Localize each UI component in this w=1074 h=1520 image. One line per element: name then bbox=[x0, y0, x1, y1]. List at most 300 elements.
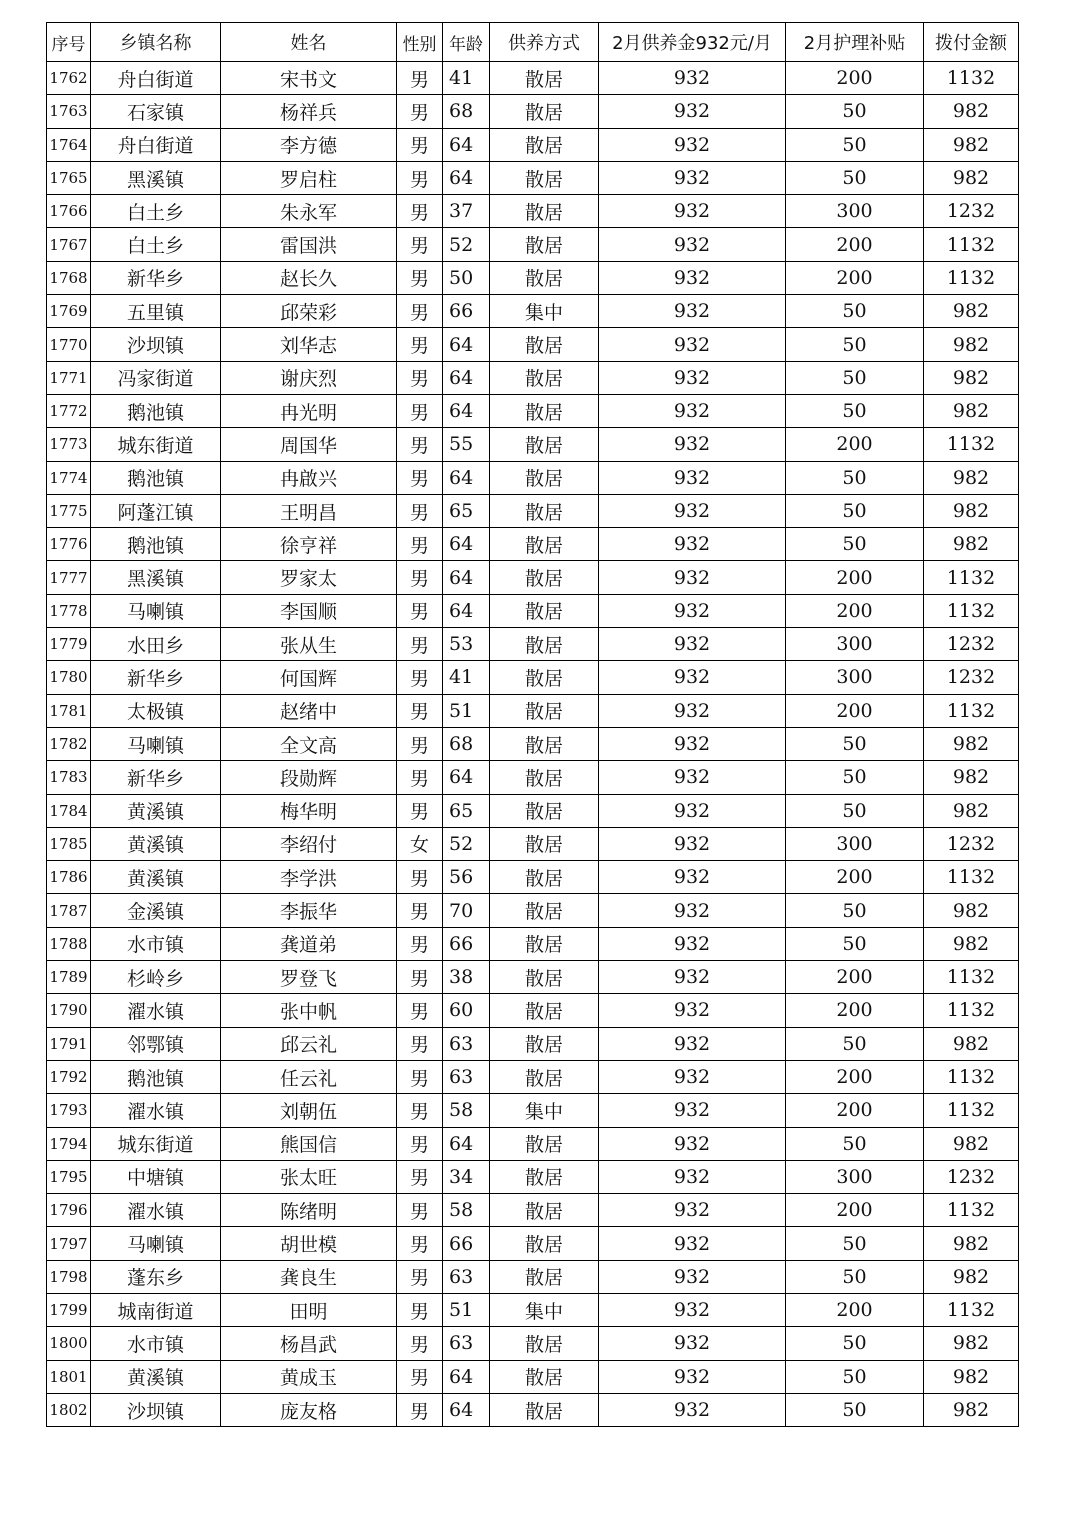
township-cell: 马喇镇 bbox=[91, 1227, 221, 1260]
township-cell: 中塘镇 bbox=[91, 1160, 221, 1193]
township-cell: 太极镇 bbox=[91, 694, 221, 727]
township-cell: 白土乡 bbox=[91, 228, 221, 261]
table-row bbox=[47, 628, 1019, 661]
township-cell: 濯水镇 bbox=[91, 1194, 221, 1227]
table-row bbox=[47, 661, 1019, 694]
township-cell: 黄溪镇 bbox=[91, 794, 221, 827]
total-payment-cell: 1132 bbox=[924, 1293, 1019, 1326]
name-cell: 任云礼 bbox=[221, 1060, 397, 1093]
care-subsidy-cell: 50 bbox=[786, 1360, 924, 1393]
support-amount-cell: 932 bbox=[599, 661, 786, 694]
name-cell: 刘华志 bbox=[221, 328, 397, 361]
table-row bbox=[47, 1360, 1019, 1393]
table-row bbox=[47, 228, 1019, 261]
support-type-cell: 散居 bbox=[490, 661, 599, 694]
support-type-cell: 散居 bbox=[490, 494, 599, 527]
total-payment-cell: 982 bbox=[924, 161, 1019, 194]
name-cell: 杨祥兵 bbox=[221, 95, 397, 128]
support-type-cell: 散居 bbox=[490, 62, 599, 95]
name-cell: 龚良生 bbox=[221, 1260, 397, 1293]
total-payment-cell: 982 bbox=[924, 727, 1019, 760]
support-amount-cell: 932 bbox=[599, 861, 786, 894]
care-subsidy-cell: 200 bbox=[786, 261, 924, 294]
gender-cell: 男 bbox=[397, 361, 443, 394]
age-cell: 63 bbox=[443, 1027, 490, 1060]
age-cell: 66 bbox=[443, 1227, 490, 1260]
gender-cell: 男 bbox=[397, 228, 443, 261]
township-cell: 沙坝镇 bbox=[91, 328, 221, 361]
serial-cell: 1786 bbox=[47, 861, 91, 894]
table-row bbox=[47, 494, 1019, 527]
serial-cell: 1771 bbox=[47, 361, 91, 394]
support-amount-cell: 932 bbox=[599, 461, 786, 494]
care-subsidy-cell: 300 bbox=[786, 1160, 924, 1193]
total-payment-cell: 982 bbox=[924, 361, 1019, 394]
serial-cell: 1768 bbox=[47, 261, 91, 294]
age-cell: 60 bbox=[443, 994, 490, 1027]
township-cell: 城南街道 bbox=[91, 1293, 221, 1326]
table-row bbox=[47, 861, 1019, 894]
name-cell: 罗登飞 bbox=[221, 961, 397, 994]
table-row bbox=[47, 594, 1019, 627]
township-cell: 城东街道 bbox=[91, 428, 221, 461]
serial-cell: 1785 bbox=[47, 827, 91, 860]
table-row bbox=[47, 1327, 1019, 1360]
support-type-cell: 散居 bbox=[490, 794, 599, 827]
total-payment-cell: 1132 bbox=[924, 561, 1019, 594]
serial-cell: 1774 bbox=[47, 461, 91, 494]
care-subsidy-cell: 50 bbox=[786, 1260, 924, 1293]
care-subsidy-cell: 300 bbox=[786, 827, 924, 860]
support-amount-cell: 932 bbox=[599, 1127, 786, 1160]
gender-cell: 男 bbox=[397, 1194, 443, 1227]
support-type-cell: 散居 bbox=[490, 628, 599, 661]
support-type-cell: 散居 bbox=[490, 861, 599, 894]
name-cell: 冉啟兴 bbox=[221, 461, 397, 494]
support-amount-cell: 932 bbox=[599, 727, 786, 760]
age-cell: 52 bbox=[443, 827, 490, 860]
gender-cell: 男 bbox=[397, 494, 443, 527]
support-type-cell: 散居 bbox=[490, 228, 599, 261]
township-cell: 石家镇 bbox=[91, 95, 221, 128]
support-amount-cell: 932 bbox=[599, 95, 786, 128]
age-cell: 68 bbox=[443, 727, 490, 760]
total-payment-cell: 982 bbox=[924, 494, 1019, 527]
table-row bbox=[47, 1194, 1019, 1227]
header-name: 姓名 bbox=[221, 23, 397, 62]
gender-cell: 男 bbox=[397, 261, 443, 294]
table-row bbox=[47, 1293, 1019, 1326]
name-cell: 张中帆 bbox=[221, 994, 397, 1027]
age-cell: 63 bbox=[443, 1060, 490, 1093]
gender-cell: 男 bbox=[397, 295, 443, 328]
name-cell: 熊国信 bbox=[221, 1127, 397, 1160]
gender-cell: 男 bbox=[397, 561, 443, 594]
gender-cell: 男 bbox=[397, 195, 443, 228]
support-type-cell: 散居 bbox=[490, 528, 599, 561]
table-row bbox=[47, 428, 1019, 461]
age-cell: 52 bbox=[443, 228, 490, 261]
support-type-cell: 散居 bbox=[490, 927, 599, 960]
support-amount-cell: 932 bbox=[599, 1027, 786, 1060]
care-subsidy-cell: 200 bbox=[786, 1060, 924, 1093]
support-type-cell: 散居 bbox=[490, 261, 599, 294]
table-row bbox=[47, 827, 1019, 860]
support-type-cell: 散居 bbox=[490, 394, 599, 427]
care-subsidy-cell: 50 bbox=[786, 727, 924, 760]
township-cell: 水市镇 bbox=[91, 927, 221, 960]
age-cell: 65 bbox=[443, 494, 490, 527]
name-cell: 宋书文 bbox=[221, 62, 397, 95]
gender-cell: 男 bbox=[397, 1060, 443, 1093]
name-cell: 庞友格 bbox=[221, 1393, 397, 1426]
township-cell: 鹅池镇 bbox=[91, 394, 221, 427]
care-subsidy-cell: 200 bbox=[786, 62, 924, 95]
support-amount-cell: 932 bbox=[599, 561, 786, 594]
township-cell: 水田乡 bbox=[91, 628, 221, 661]
care-subsidy-cell: 200 bbox=[786, 228, 924, 261]
care-subsidy-cell: 50 bbox=[786, 1027, 924, 1060]
township-cell: 新华乡 bbox=[91, 261, 221, 294]
name-cell: 赵绪中 bbox=[221, 694, 397, 727]
serial-cell: 1788 bbox=[47, 927, 91, 960]
name-cell: 邱荣彩 bbox=[221, 295, 397, 328]
name-cell: 张太旺 bbox=[221, 1160, 397, 1193]
care-subsidy-cell: 200 bbox=[786, 561, 924, 594]
support-type-cell: 散居 bbox=[490, 561, 599, 594]
township-cell: 舟白街道 bbox=[91, 128, 221, 161]
age-cell: 66 bbox=[443, 927, 490, 960]
support-amount-cell: 932 bbox=[599, 62, 786, 95]
township-cell: 马喇镇 bbox=[91, 594, 221, 627]
support-amount-cell: 932 bbox=[599, 1194, 786, 1227]
age-cell: 63 bbox=[443, 1327, 490, 1360]
table-row bbox=[47, 461, 1019, 494]
age-cell: 51 bbox=[443, 694, 490, 727]
gender-cell: 男 bbox=[397, 128, 443, 161]
total-payment-cell: 1232 bbox=[924, 195, 1019, 228]
support-type-cell: 散居 bbox=[490, 1027, 599, 1060]
gender-cell: 男 bbox=[397, 1327, 443, 1360]
header-support-type: 供养方式 bbox=[490, 23, 599, 62]
name-cell: 罗家太 bbox=[221, 561, 397, 594]
gender-cell: 男 bbox=[397, 1293, 443, 1326]
gender-cell: 男 bbox=[397, 1160, 443, 1193]
care-subsidy-cell: 50 bbox=[786, 927, 924, 960]
total-payment-cell: 1132 bbox=[924, 1060, 1019, 1093]
support-amount-cell: 932 bbox=[599, 528, 786, 561]
age-cell: 41 bbox=[443, 62, 490, 95]
age-cell: 64 bbox=[443, 528, 490, 561]
name-cell: 李振华 bbox=[221, 894, 397, 927]
support-type-cell: 散居 bbox=[490, 1360, 599, 1393]
table-row bbox=[47, 394, 1019, 427]
support-type-cell: 散居 bbox=[490, 195, 599, 228]
support-type-cell: 散居 bbox=[490, 594, 599, 627]
township-cell: 鹅池镇 bbox=[91, 1060, 221, 1093]
total-payment-cell: 1132 bbox=[924, 62, 1019, 95]
township-cell: 黄溪镇 bbox=[91, 861, 221, 894]
age-cell: 63 bbox=[443, 1260, 490, 1293]
support-type-cell: 集中 bbox=[490, 295, 599, 328]
support-amount-cell: 932 bbox=[599, 1060, 786, 1093]
header-serial: 序号 bbox=[47, 23, 91, 62]
support-type-cell: 散居 bbox=[490, 694, 599, 727]
gender-cell: 男 bbox=[397, 594, 443, 627]
support-type-cell: 散居 bbox=[490, 827, 599, 860]
age-cell: 68 bbox=[443, 95, 490, 128]
gender-cell: 男 bbox=[397, 727, 443, 760]
age-cell: 64 bbox=[443, 361, 490, 394]
name-cell: 李绍付 bbox=[221, 827, 397, 860]
roster-body bbox=[47, 62, 1019, 1427]
age-cell: 65 bbox=[443, 794, 490, 827]
table-row bbox=[47, 528, 1019, 561]
name-cell: 李国顺 bbox=[221, 594, 397, 627]
name-cell: 罗启柱 bbox=[221, 161, 397, 194]
age-cell: 50 bbox=[443, 261, 490, 294]
care-subsidy-cell: 50 bbox=[786, 394, 924, 427]
care-subsidy-cell: 50 bbox=[786, 95, 924, 128]
name-cell: 李方德 bbox=[221, 128, 397, 161]
table-row bbox=[47, 694, 1019, 727]
serial-cell: 1769 bbox=[47, 295, 91, 328]
support-amount-cell: 932 bbox=[599, 1293, 786, 1326]
serial-cell: 1773 bbox=[47, 428, 91, 461]
total-payment-cell: 1132 bbox=[924, 1094, 1019, 1127]
total-payment-cell: 982 bbox=[924, 1360, 1019, 1393]
support-type-cell: 散居 bbox=[490, 1393, 599, 1426]
total-payment-cell: 1132 bbox=[924, 861, 1019, 894]
name-cell: 朱永军 bbox=[221, 195, 397, 228]
age-cell: 64 bbox=[443, 128, 490, 161]
gender-cell: 男 bbox=[397, 1094, 443, 1127]
serial-cell: 1795 bbox=[47, 1160, 91, 1193]
total-payment-cell: 982 bbox=[924, 328, 1019, 361]
name-cell: 全文高 bbox=[221, 727, 397, 760]
care-subsidy-cell: 200 bbox=[786, 961, 924, 994]
total-payment-cell: 1132 bbox=[924, 228, 1019, 261]
total-payment-cell: 1132 bbox=[924, 428, 1019, 461]
support-amount-cell: 932 bbox=[599, 1160, 786, 1193]
total-payment-cell: 1132 bbox=[924, 994, 1019, 1027]
support-type-cell: 散居 bbox=[490, 1227, 599, 1260]
support-amount-cell: 932 bbox=[599, 594, 786, 627]
serial-cell: 1799 bbox=[47, 1293, 91, 1326]
township-cell: 黄溪镇 bbox=[91, 827, 221, 860]
total-payment-cell: 982 bbox=[924, 794, 1019, 827]
table-row bbox=[47, 261, 1019, 294]
table-row bbox=[47, 1094, 1019, 1127]
support-amount-cell: 932 bbox=[599, 1227, 786, 1260]
serial-cell: 1787 bbox=[47, 894, 91, 927]
name-cell: 周国华 bbox=[221, 428, 397, 461]
support-type-cell: 散居 bbox=[490, 128, 599, 161]
support-type-cell: 集中 bbox=[490, 1293, 599, 1326]
table-row bbox=[47, 128, 1019, 161]
care-subsidy-cell: 50 bbox=[786, 1327, 924, 1360]
table-row bbox=[47, 295, 1019, 328]
table-row bbox=[47, 1260, 1019, 1293]
age-cell: 55 bbox=[443, 428, 490, 461]
table-row bbox=[47, 161, 1019, 194]
serial-cell: 1762 bbox=[47, 62, 91, 95]
care-subsidy-cell: 50 bbox=[786, 128, 924, 161]
support-type-cell: 散居 bbox=[490, 361, 599, 394]
total-payment-cell: 1132 bbox=[924, 961, 1019, 994]
name-cell: 龚道弟 bbox=[221, 927, 397, 960]
township-cell: 鹅池镇 bbox=[91, 461, 221, 494]
total-payment-cell: 982 bbox=[924, 1260, 1019, 1293]
total-payment-cell: 1132 bbox=[924, 261, 1019, 294]
support-type-cell: 散居 bbox=[490, 1194, 599, 1227]
table-row bbox=[47, 1127, 1019, 1160]
township-cell: 杉岭乡 bbox=[91, 961, 221, 994]
serial-cell: 1772 bbox=[47, 394, 91, 427]
gender-cell: 男 bbox=[397, 95, 443, 128]
serial-cell: 1790 bbox=[47, 994, 91, 1027]
table-row bbox=[47, 1027, 1019, 1060]
support-amount-cell: 932 bbox=[599, 927, 786, 960]
age-cell: 53 bbox=[443, 628, 490, 661]
total-payment-cell: 982 bbox=[924, 1127, 1019, 1160]
care-subsidy-cell: 50 bbox=[786, 1227, 924, 1260]
care-subsidy-cell: 50 bbox=[786, 1393, 924, 1426]
header-total-payment: 拨付金额 bbox=[924, 23, 1019, 62]
serial-cell: 1801 bbox=[47, 1360, 91, 1393]
gender-cell: 男 bbox=[397, 761, 443, 794]
support-amount-cell: 932 bbox=[599, 1260, 786, 1293]
total-payment-cell: 982 bbox=[924, 394, 1019, 427]
township-cell: 舟白街道 bbox=[91, 62, 221, 95]
care-subsidy-cell: 300 bbox=[786, 628, 924, 661]
gender-cell: 男 bbox=[397, 428, 443, 461]
support-amount-cell: 932 bbox=[599, 394, 786, 427]
township-cell: 沙坝镇 bbox=[91, 1393, 221, 1426]
gender-cell: 女 bbox=[397, 827, 443, 860]
subsidy-roster-table bbox=[46, 22, 1019, 1427]
total-payment-cell: 982 bbox=[924, 528, 1019, 561]
support-amount-cell: 932 bbox=[599, 1393, 786, 1426]
township-cell: 阿蓬江镇 bbox=[91, 494, 221, 527]
total-payment-cell: 982 bbox=[924, 1327, 1019, 1360]
age-cell: 64 bbox=[443, 394, 490, 427]
serial-cell: 1796 bbox=[47, 1194, 91, 1227]
total-payment-cell: 1132 bbox=[924, 694, 1019, 727]
gender-cell: 男 bbox=[397, 794, 443, 827]
gender-cell: 男 bbox=[397, 1027, 443, 1060]
name-cell: 邱云礼 bbox=[221, 1027, 397, 1060]
age-cell: 64 bbox=[443, 161, 490, 194]
care-subsidy-cell: 200 bbox=[786, 994, 924, 1027]
serial-cell: 1800 bbox=[47, 1327, 91, 1360]
total-payment-cell: 1132 bbox=[924, 594, 1019, 627]
gender-cell: 男 bbox=[397, 394, 443, 427]
total-payment-cell: 982 bbox=[924, 761, 1019, 794]
care-subsidy-cell: 50 bbox=[786, 295, 924, 328]
township-cell: 新华乡 bbox=[91, 661, 221, 694]
township-cell: 冯家街道 bbox=[91, 361, 221, 394]
support-type-cell: 散居 bbox=[490, 894, 599, 927]
support-type-cell: 散居 bbox=[490, 761, 599, 794]
table-row bbox=[47, 1227, 1019, 1260]
support-type-cell: 散居 bbox=[490, 994, 599, 1027]
support-type-cell: 集中 bbox=[490, 1094, 599, 1127]
care-subsidy-cell: 50 bbox=[786, 1127, 924, 1160]
support-amount-cell: 932 bbox=[599, 994, 786, 1027]
name-cell: 段勋辉 bbox=[221, 761, 397, 794]
total-payment-cell: 1232 bbox=[924, 827, 1019, 860]
care-subsidy-cell: 200 bbox=[786, 594, 924, 627]
age-cell: 64 bbox=[443, 328, 490, 361]
care-subsidy-cell: 50 bbox=[786, 761, 924, 794]
header-row bbox=[47, 23, 1019, 62]
serial-cell: 1775 bbox=[47, 494, 91, 527]
support-type-cell: 散居 bbox=[490, 95, 599, 128]
header-support-amount: 2月供养金932元/月 bbox=[599, 23, 786, 62]
name-cell: 徐亨祥 bbox=[221, 528, 397, 561]
support-amount-cell: 932 bbox=[599, 494, 786, 527]
care-subsidy-cell: 200 bbox=[786, 428, 924, 461]
gender-cell: 男 bbox=[397, 1260, 443, 1293]
serial-cell: 1781 bbox=[47, 694, 91, 727]
serial-cell: 1798 bbox=[47, 1260, 91, 1293]
table-row bbox=[47, 328, 1019, 361]
header-care-subsidy: 2月护理补贴 bbox=[786, 23, 924, 62]
township-cell: 水市镇 bbox=[91, 1327, 221, 1360]
care-subsidy-cell: 50 bbox=[786, 894, 924, 927]
table-row bbox=[47, 761, 1019, 794]
support-amount-cell: 932 bbox=[599, 628, 786, 661]
table-row bbox=[47, 927, 1019, 960]
care-subsidy-cell: 300 bbox=[786, 661, 924, 694]
township-cell: 五里镇 bbox=[91, 295, 221, 328]
table-row bbox=[47, 1393, 1019, 1426]
total-payment-cell: 982 bbox=[924, 128, 1019, 161]
name-cell: 谢庆烈 bbox=[221, 361, 397, 394]
gender-cell: 男 bbox=[397, 694, 443, 727]
serial-cell: 1776 bbox=[47, 528, 91, 561]
township-cell: 金溪镇 bbox=[91, 894, 221, 927]
township-cell: 白土乡 bbox=[91, 195, 221, 228]
header-age: 年龄 bbox=[443, 23, 490, 62]
support-amount-cell: 932 bbox=[599, 128, 786, 161]
support-amount-cell: 932 bbox=[599, 894, 786, 927]
name-cell: 张从生 bbox=[221, 628, 397, 661]
support-type-cell: 散居 bbox=[490, 1127, 599, 1160]
gender-cell: 男 bbox=[397, 961, 443, 994]
support-type-cell: 散居 bbox=[490, 161, 599, 194]
support-amount-cell: 932 bbox=[599, 1360, 786, 1393]
support-type-cell: 散居 bbox=[490, 961, 599, 994]
serial-cell: 1779 bbox=[47, 628, 91, 661]
support-type-cell: 散居 bbox=[490, 461, 599, 494]
name-cell: 赵长久 bbox=[221, 261, 397, 294]
total-payment-cell: 1132 bbox=[924, 1194, 1019, 1227]
serial-cell: 1780 bbox=[47, 661, 91, 694]
support-amount-cell: 932 bbox=[599, 694, 786, 727]
gender-cell: 男 bbox=[397, 1393, 443, 1426]
gender-cell: 男 bbox=[397, 861, 443, 894]
care-subsidy-cell: 50 bbox=[786, 494, 924, 527]
name-cell: 田明 bbox=[221, 1293, 397, 1326]
age-cell: 37 bbox=[443, 195, 490, 228]
support-amount-cell: 932 bbox=[599, 195, 786, 228]
township-cell: 黄溪镇 bbox=[91, 1360, 221, 1393]
support-type-cell: 散居 bbox=[490, 1327, 599, 1360]
support-amount-cell: 932 bbox=[599, 794, 786, 827]
total-payment-cell: 982 bbox=[924, 1393, 1019, 1426]
